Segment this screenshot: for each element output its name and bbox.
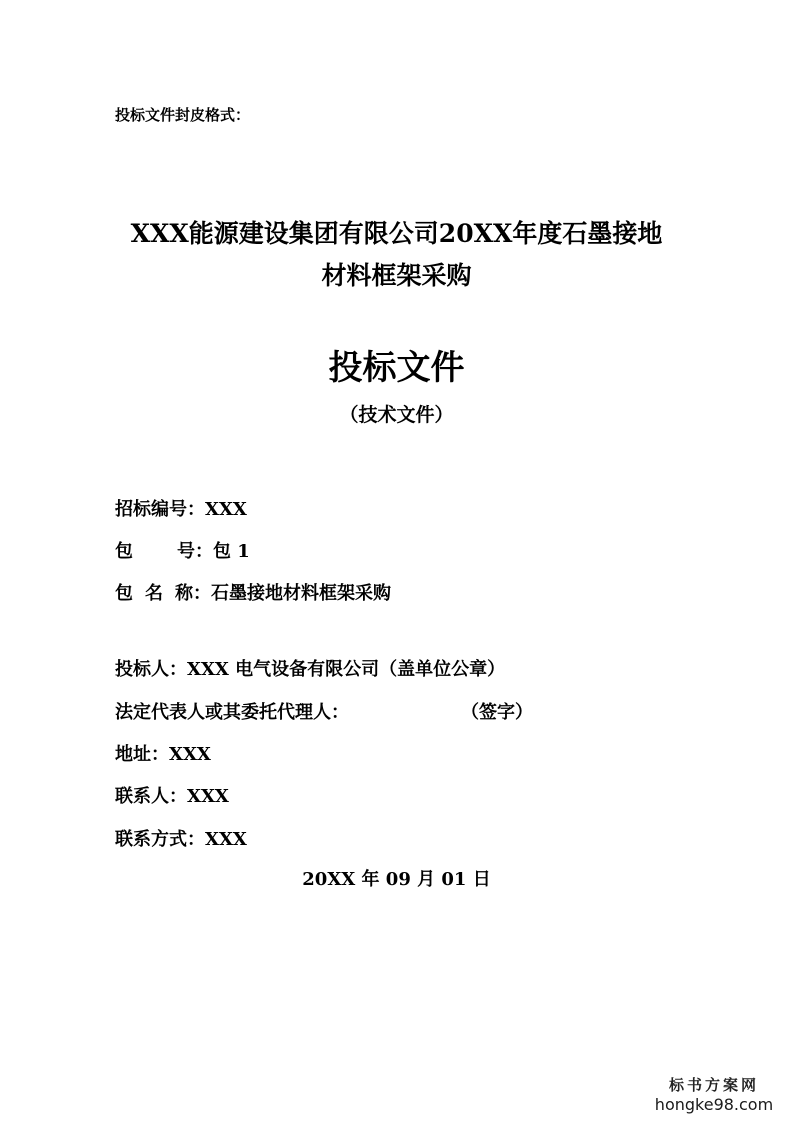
package-name-label-b: 名 xyxy=(145,583,163,604)
tender-number-value: XXX xyxy=(205,499,247,520)
address-row xyxy=(115,740,211,766)
contact-method-value: XXX xyxy=(205,829,247,850)
signature-note: （签字） xyxy=(461,702,533,723)
package-name-row xyxy=(115,579,391,605)
cover-format-note: 投标文件封皮格式： xyxy=(115,106,251,124)
package-name-label-a: 包 xyxy=(115,583,133,604)
site-watermark xyxy=(649,1074,779,1114)
address-value: XXX xyxy=(169,744,211,765)
tender-number-row xyxy=(115,495,247,521)
package-number-label-a: 包 xyxy=(115,541,133,562)
package-number-label-b: 号： xyxy=(177,541,213,562)
watermark-domain: hongke98.com xyxy=(654,1095,774,1114)
bidder-row xyxy=(115,655,505,681)
contact-method-row xyxy=(115,825,247,851)
contact-person-row xyxy=(115,782,229,808)
bidder-label: 投标人： xyxy=(115,659,187,680)
watermark-chinese: 标书方案网 xyxy=(668,1076,759,1094)
document-date: 20XX 年 09 月 01 日 xyxy=(302,869,491,890)
package-name-label-c: 称： xyxy=(175,583,211,604)
package-number-row xyxy=(115,537,250,563)
document-type-heading: 投标文件 xyxy=(328,348,465,388)
project-title-line-1: XXX能源建设集团有限公司20XX年度石墨接地 xyxy=(130,219,663,248)
package-number-value: 包 1 xyxy=(213,541,250,562)
bidder-value: XXX 电气设备有限公司（盖单位公章） xyxy=(187,659,506,680)
project-title-line-2: 材料框架采购 xyxy=(321,261,472,290)
contact-method-label: 联系方式： xyxy=(115,829,205,850)
package-name-value: 石墨接地材料框架采购 xyxy=(211,583,391,604)
legal-representative-label: 法定代表人或其委托代理人： xyxy=(115,702,349,723)
address-label: 地址： xyxy=(115,744,169,765)
contact-person-value: XXX xyxy=(187,786,229,807)
document-subtype: （技术文件） xyxy=(339,404,454,426)
tender-number-label: 招标编号： xyxy=(115,499,205,520)
legal-representative-row xyxy=(115,698,533,724)
contact-person-label: 联系人： xyxy=(115,786,187,807)
